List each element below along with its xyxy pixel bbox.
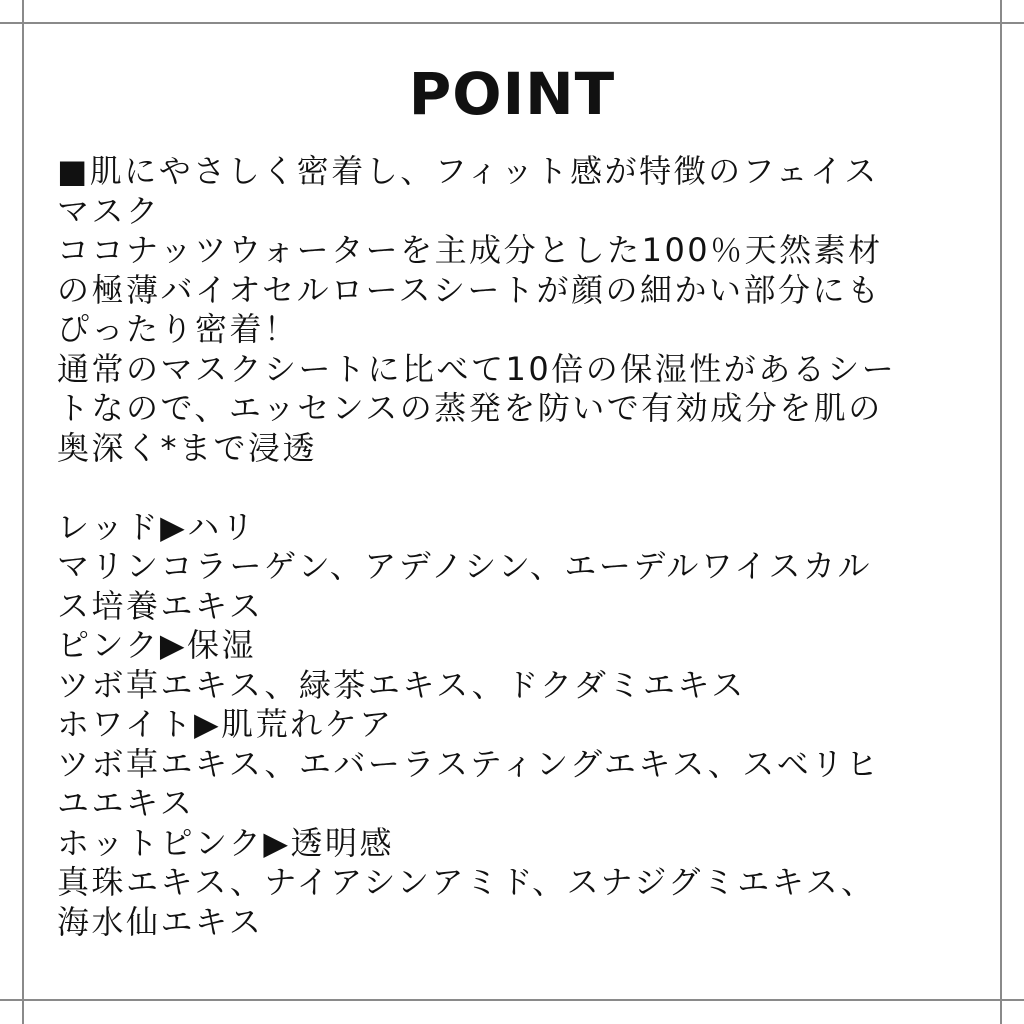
variant-ingredients-red: マリンコラーゲン、アデノシン、エーデルワイスカル (57, 547, 873, 585)
variant-heading-red: レッド▶ハリ (57, 507, 257, 546)
intro-line: トなので、エッセンスの蒸発を防いで有効成分を肌の (57, 389, 883, 427)
intro-line: マスク (57, 191, 161, 230)
intro-section (57, 152, 977, 468)
variant-heading-pink: ピンク▶保湿 (57, 626, 256, 664)
frame-line-left (22, 0, 24, 1024)
page-title: POINT (408, 60, 616, 128)
intro-line: ココナッツウォーターを主成分とした100％天然素材 (57, 231, 883, 269)
frame-line-top (0, 22, 1024, 24)
variants-section (57, 508, 977, 943)
variant-ingredients-hot-pink: 海水仙エキス (57, 902, 264, 941)
intro-line: ■肌にやさしく密着し、フィット感が特徴のフェイス (57, 152, 879, 190)
intro-line: 奥深く*まで浸透 (57, 428, 318, 467)
variant-ingredients-white: ユエキス (57, 784, 195, 822)
variant-ingredients-hot-pink: 真珠エキス、ナイアシンアミド、スナジグミエキス、 (57, 863, 876, 901)
variant-ingredients-white: ツボ草エキス、エバーラスティングエキス、スベリヒ (57, 744, 881, 783)
intro-line: の極薄バイオセルロースシートが顔の細かい部分にも (57, 270, 882, 309)
section-spacer (57, 468, 977, 508)
variant-heading-hot-pink: ホットピンク▶透明感 (57, 823, 394, 862)
intro-line: 通常のマスクシートに比べて10倍の保湿性があるシー (57, 349, 897, 388)
variant-ingredients-pink: ツボ草エキス、緑茶エキス、ドクダミエキス (57, 665, 746, 704)
frame-line-bottom (0, 999, 1024, 1001)
point-content (57, 152, 977, 942)
frame-line-right (1000, 0, 1002, 1024)
variant-heading-white: ホワイト▶肌荒れケア (57, 705, 394, 743)
variant-ingredients-red: ス培養エキス (57, 586, 264, 625)
intro-line: ぴったり密着！ (57, 310, 299, 348)
